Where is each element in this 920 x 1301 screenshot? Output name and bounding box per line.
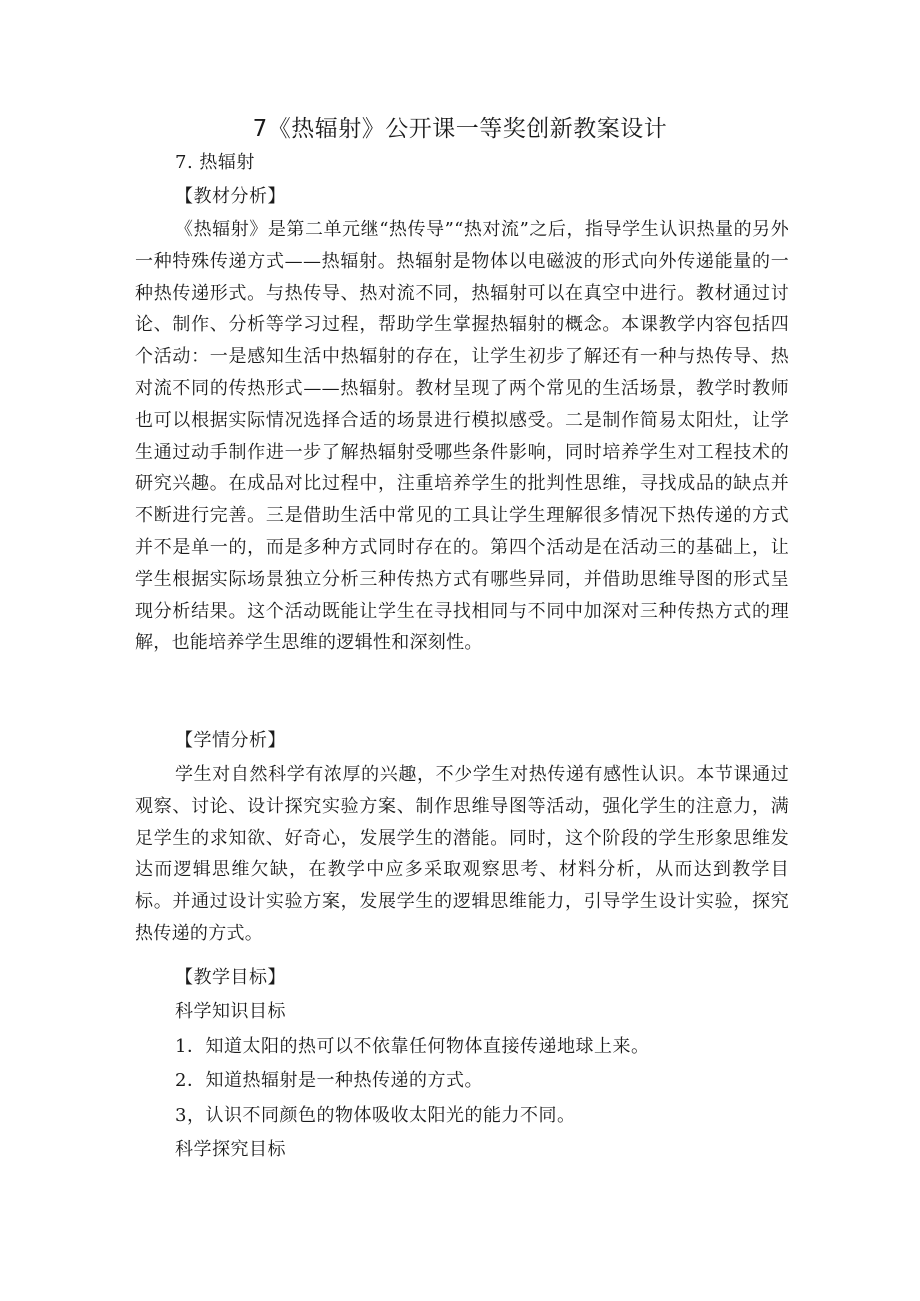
teaching-goals-heading: 【教学目标】	[175, 967, 286, 988]
goal-item-3: 3，认识不同颜色的物体吸收太阳光的能力不同。	[175, 1105, 576, 1126]
material-analysis-paragraph: 《热辐射》是第二单元继“热传导”“热对流”之后，指导学生认识热量的另外一种特殊传递方式——热辐射。热辐射是物体以电磁波的形式向外传递能量的一种热传递形式。与热传导、热对流不同，热辐射可以在真空中进行。教材通过讨论、制作、分析等学习过程，帮助学生掌握热辐射的概念。本课教学内容包括四个活动：一是感知生活中热辐射的存在，让学生初步了解还有一种与热传导、热对流不同的传热形式——热辐射。教材呈现了两个常见的生活场景，教学时教师也可以根据实际情况选择合适的场景进行模拟感受。二是制作简易太阳灶，让学生通过动手制作进一步了解热辐射受哪些条件影响，同时培养学生对工程技术的研究兴趣。在成品对比过程中，注重培养学生的批判性思维，寻找成品的缺点并不断进行完善。三是借助生活中常见的工具让学生理解很多情况下热传递的方式并不是单一的，而是多种方式同时存在的。第四个活动是在活动三的基础上，让学生根据实际场景独立分析三种传热方式有哪些异同，并借助思维导图的形式呈现分析结果。这个活动既能让学生在寻找相同与不同中加深对三种传热方式的理解，也能培养学生思维的逻辑性和深刻性。	[135, 219, 789, 654]
student-analysis-paragraph: 学生对自然科学有浓厚的兴趣，不少学生对热传递有感性认识。本节课通过观察、讨论、设计探究实验方案、制作思维导图等活动，强化学生的注意力，满足学生的求知欲、好奇心，发展学生的潜能。同时，这个阶段的学生形象思维发达而逻辑思维欠缺，在教学中应多采取观察思考、材料分析，从而达到教学目标。并通过设计实验方案，发展学生的逻辑思维能力，引导学生设计实验，探究热传递的方式。	[135, 764, 789, 944]
document-title: 7《热辐射》公开课一等奖创新教案设计	[252, 116, 668, 142]
inquiry-goals-heading: 科学探究目标	[175, 1139, 286, 1160]
student-analysis-heading: 【学情分析】	[175, 730, 286, 751]
goal-item-2: 2．知道热辐射是一种热传递的方式。	[175, 1070, 483, 1091]
knowledge-goals-heading: 科学知识目标	[175, 1001, 286, 1022]
goal-item-1: 1．知道太阳的热可以不依靠任何物体直接传递地球上来。	[175, 1036, 650, 1057]
material-analysis-heading: 【教材分析】	[175, 186, 286, 207]
lesson-name: 7. 热辐射	[175, 152, 255, 173]
